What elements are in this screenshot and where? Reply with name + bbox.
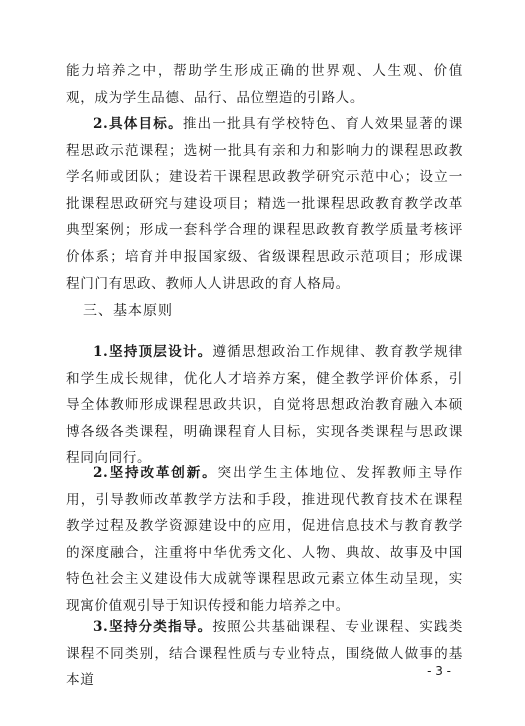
specific-goals-paragraph (66, 111, 463, 297)
top-paragraph (66, 58, 463, 111)
specific-goals-lead: 2.具体目标。 (93, 116, 183, 132)
principle-3-lead: 3.坚持分类指导。 (93, 619, 213, 635)
principle-3-paragraph (66, 614, 463, 694)
principle-3-text: 按照公共基础课程、专业课程、实践类课程不同类别，结合课程性质与专业特点，围绕做人做事的基本道 (66, 619, 464, 689)
principle-1-lead: 1.坚持顶层设计。 (93, 344, 213, 360)
principle-2-text: 突出学生主体地位、发挥教师主导作用，引导教师改革教学方法和手段，推进现代教育技术在课程教学过程及教学资源建设中的应用，促进信息技术与教育教学的深度融合，注重将中华优秀文化、人物、典故、故事及中国特色社会主义建设伟大成就等课程思政元素立体生动呈现，实现寓价值观引导于知识传授和能力培养之中。 (66, 465, 463, 614)
principle-1-paragraph (66, 339, 463, 472)
page-number: - 3 - (427, 664, 451, 678)
principle-2-paragraph (66, 460, 463, 620)
specific-goals-text: 推出一批具有学校特色、育人效果显著的课程思政示范课程；选树一批具有亲和力和影响力的课程思政教学名师或团队；建设若干课程思政教学研究示范中心；设立一批课程思政研究与建设项目；精选一批课程思政教育教学改革典型案例；形成一套科学合理的课程思政教育教学质量考核评价体系；培育并申报国家级、省级课程思政示范项目；形成课程门门有思政、教师人人讲思政的育人格局。 (66, 116, 463, 292)
top-paragraph-text: 能力培养之中，帮助学生形成正确的世界观、人生观、价值观，成为学生品德、品行、品位塑造的引路人。 (66, 63, 463, 106)
principle-1-text: 遵循思想政治工作规律、教育教学规律和学生成长规律，优化人才培养方案，健全教学评价体系，引导全体教师形成课程思政共识，自觉将思想政治教育融入本硕博各级各类课程，明确课程育人目标，实现各类课程与思政课程同向同行。 (66, 344, 464, 467)
principle-2-lead: 2.坚持改革创新。 (93, 465, 218, 481)
section-heading: 三、基本原则 (83, 303, 173, 319)
